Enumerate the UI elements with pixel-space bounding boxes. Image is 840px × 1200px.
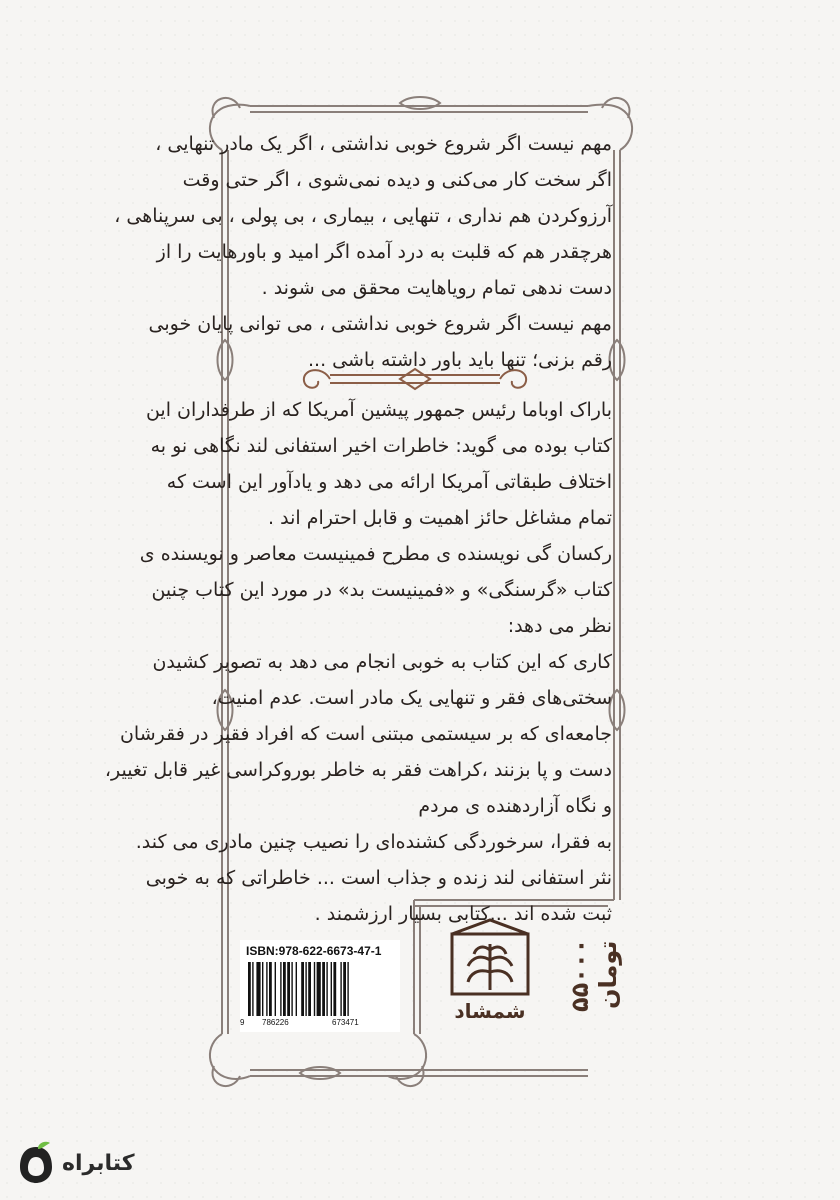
text-line: کتاب «گرسنگی» و «فمینیست بد» در مورد این کتاب چنین: [151, 579, 612, 601]
barcode-bar: [317, 962, 321, 1016]
barcode-digits-left: 786226: [262, 1018, 289, 1027]
barcode-bar: [314, 962, 315, 1016]
barcode-bar: [331, 962, 332, 1016]
price-label: ۵۵۰۰۰ تومان: [566, 938, 622, 1012]
barcode-bar: [280, 962, 281, 1016]
text-line: دست ندهی تمام رویاهایت محقق می شوند .: [261, 277, 612, 299]
isbn-label: ISBN:978-622-6673-47-1: [246, 944, 382, 958]
text-line: اگر سخت کار می‌کنی و دیده نمی‌شوی ، اگر حتی وقت: [182, 169, 612, 191]
barcode-bar: [275, 962, 276, 1016]
blurb-paragraph-1: [114, 126, 612, 378]
text-line: و نگاه آزاردهنده ی مردم: [418, 795, 612, 817]
barcode: [240, 940, 400, 1032]
ketabrah-watermark: [16, 1140, 135, 1186]
text-line: کاری که این کتاب به خوبی انجام می دهد به تصویر کشیدن: [152, 651, 612, 673]
barcode-bar: [296, 962, 297, 1016]
barcode-bar: [287, 962, 290, 1016]
barcode-bar: [340, 962, 341, 1016]
text-line: مهم نیست اگر شروع خوبی نداشتی ، اگر یک مادر تنهایی ،: [155, 133, 612, 155]
text-line: سختی‌های فقر و تنهایی یک مادر است. عدم امنیت،: [211, 687, 612, 709]
barcode-bar: [326, 962, 327, 1016]
barcode-bars: [246, 962, 394, 1018]
text-line: نثر استفانی لند زنده و جذاب است ... خاطراتی که به خوبی: [145, 867, 612, 889]
barcode-bar: [333, 962, 336, 1016]
barcode-bar: [266, 962, 267, 1016]
barcode-bar: [269, 962, 272, 1016]
barcode-bar: [248, 962, 251, 1016]
ketabrah-logo-icon: [16, 1141, 56, 1185]
text-line: تمام مشاغل حائز اهمیت و قابل احترام اند .: [268, 507, 612, 529]
barcode-bar: [343, 962, 346, 1016]
text-line: به فقرا، سرخوردگی کشنده‌ای را نصیب چنین مادری می کند.: [135, 831, 612, 853]
barcode-bar: [322, 962, 325, 1016]
barcode-digits-right: 673471: [332, 1018, 359, 1027]
barcode-bar: [252, 962, 253, 1016]
barcode-bar: [305, 962, 306, 1016]
text-line: اختلاف طبقاتی آمریکا ارائه می دهد و یادآور این است که: [166, 471, 612, 493]
barcode-bar: [256, 962, 260, 1016]
text-line: کتاب بوده می گوید: خاطرات اخیر استفانی لند نگاهی نو به: [150, 435, 612, 457]
barcode-bar: [347, 962, 348, 1016]
barcode-bar: [283, 962, 286, 1016]
blurb-paragraph-2: [104, 392, 612, 932]
text-line: مهم نیست اگر شروع خوبی نداشتی ، می توانی پایان خوبی: [148, 313, 612, 335]
barcode-bar: [308, 962, 311, 1016]
text-line: نظر می دهد:: [507, 615, 612, 637]
publisher-logo: [440, 910, 540, 1030]
ornamental-divider: [300, 364, 530, 394]
publisher-name: شمشاد: [454, 999, 526, 1023]
text-line: دست و پا بزنند ،کراهت فقر به خاطر بوروکراسی غیر قابل تغییر،: [104, 759, 612, 781]
text-line: جامعه‌ای که بر سیستمی مبتنی است که افراد فقیر در فقرشان: [119, 723, 612, 745]
barcode-bar: [291, 962, 292, 1016]
text-line: رکسان گی نویسنده ی مطرح فمینیست معاصر و نویسنده ی: [139, 543, 612, 565]
barcode-bar: [262, 962, 263, 1016]
text-line: هرچقدر هم که قلبت به درد آمده اگر امید و باورهایت را از: [156, 241, 612, 263]
ketabrah-label: کتابراه: [62, 1150, 135, 1176]
text-line: آرزوکردن هم نداری ، تنهایی ، بیماری ، بی پولی ، بی سرپناهی ،: [114, 205, 612, 227]
text-line: رقم بزنی؛ تنها باید باور داشته باشی ...: [308, 349, 612, 371]
barcode-bar: [301, 962, 304, 1016]
text-line: ثبت شده اند ...کتابی بسیار ارزشمند .: [314, 903, 612, 925]
barcode-digit-first: 9: [240, 1018, 245, 1027]
text-line: باراک اوباما رئیس جمهور پیشین آمریکا که از طرفداران این: [145, 399, 612, 421]
